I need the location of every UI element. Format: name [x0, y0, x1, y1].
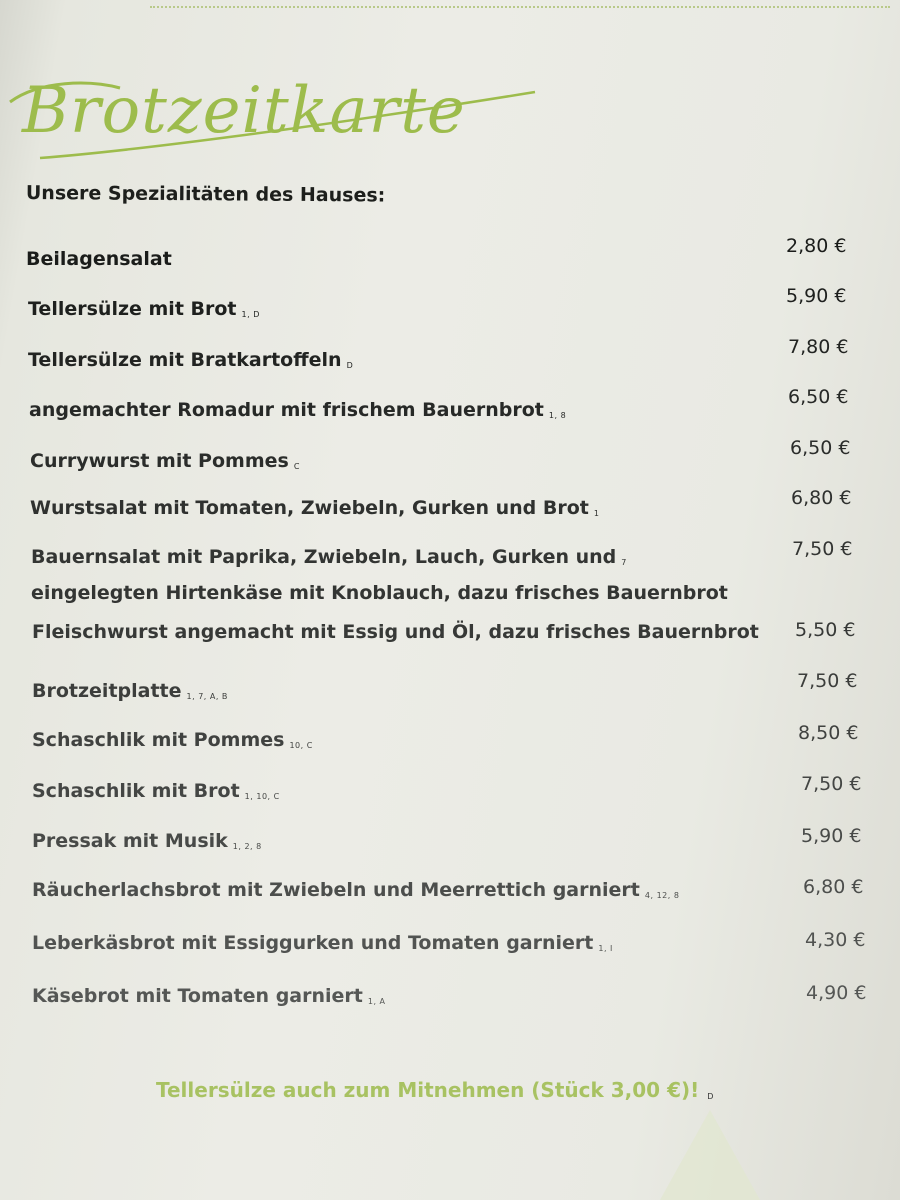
allergen-codes: 1	[593, 509, 600, 518]
menu-item-price: 8,50 €	[798, 722, 859, 744]
menu-item-label: Bauernsalat mit Paprika, Zwiebeln, Lauch, Gurken und	[31, 546, 617, 568]
allergen-codes: 1, 10, C	[244, 792, 280, 801]
menu-item-price: 6,80 €	[803, 876, 864, 898]
menu-item-price: 6,80 €	[791, 487, 852, 509]
allergen-codes: 1, 2, 8	[232, 842, 262, 851]
allergen-codes: 1, 8	[548, 411, 567, 420]
menu-item-name	[32, 618, 764, 652]
menu-item-price: 5,90 €	[801, 825, 862, 847]
allergen-codes: 1, A	[367, 997, 386, 1006]
menu-item-name	[32, 827, 262, 861]
menu-item-label: Leberkäsbrot mit Essiggurken und Tomaten garniert	[32, 932, 594, 954]
allergen-codes: 1, 7, A, B	[186, 692, 228, 701]
menu-item-name	[26, 245, 177, 279]
decorative-leaf-shape	[660, 1110, 760, 1200]
menu-item-price: 6,50 €	[790, 437, 851, 459]
menu-item-label: Tellersülze mit Brot	[28, 298, 237, 320]
menu-item-name	[32, 726, 313, 760]
allergen-codes: 1, D	[241, 310, 260, 319]
menu-item-label: Schaschlik mit Pommes	[32, 729, 285, 751]
menu-item-name	[32, 982, 386, 1016]
menu-item-label: Brotzeitplatte	[32, 680, 182, 702]
menu-item-label: Käsebrot mit Tomaten garniert	[32, 985, 363, 1007]
menu-item-label: Beilagensalat	[26, 248, 172, 270]
menu-item-label: Tellersülze mit Bratkartoffeln	[28, 349, 342, 371]
menu-title: Brotzeitkarte	[22, 74, 466, 148]
allergen-codes: D	[346, 361, 354, 370]
subtitle: Unsere Spezialitäten des Hauses:	[25, 182, 386, 207]
menu-item-name	[32, 929, 613, 963]
menu-item-name	[32, 876, 679, 910]
menu-item-name	[28, 346, 353, 380]
menu-item-label: Pressak mit Musik	[32, 830, 228, 852]
menu-item-price: 5,90 €	[786, 285, 847, 307]
menu-item-name	[28, 295, 260, 329]
menu-item-name	[30, 494, 599, 528]
menu-item-name	[32, 677, 228, 711]
menu-item-label: Currywurst mit Pommes	[30, 450, 289, 472]
allergen-codes: 4, 12, 8	[644, 891, 680, 900]
menu-item-price: 4,30 €	[805, 929, 866, 951]
menu-item-price: 7,50 €	[797, 670, 858, 692]
takeaway-note-allergens: D	[707, 1092, 714, 1101]
menu-item-name	[31, 542, 728, 609]
menu-item-price: 4,90 €	[806, 982, 867, 1004]
dotted-border	[150, 6, 890, 8]
takeaway-note-text: Tellersülze auch zum Mitnehmen (Stück 3,00 €)!	[156, 1078, 700, 1102]
allergen-codes: 1, I	[598, 944, 613, 953]
menu-item-label-line2: eingelegten Hirtenkäse mit Knoblauch, dazu frisches Bauernbrot	[31, 582, 728, 604]
menu-item-label: Wurstsalat mit Tomaten, Zwiebeln, Gurken und Brot	[30, 497, 589, 519]
menu-title-script	[0, 40, 560, 180]
menu-item-price: 7,50 €	[792, 538, 853, 560]
menu-item-name	[29, 396, 566, 430]
menu-item-label: Fleischwurst angemacht mit Essig und Öl, dazu frisches Bauernbrot	[32, 621, 759, 643]
menu-item-price: 5,50 €	[795, 619, 856, 641]
menu-item-label: Schaschlik mit Brot	[32, 780, 240, 802]
menu-item-price: 7,50 €	[801, 773, 862, 795]
menu-item-label: Räucherlachsbrot mit Zwiebeln und Meerrettich garniert	[32, 879, 640, 901]
menu-item-name	[30, 447, 300, 481]
allergen-codes: C	[293, 462, 300, 471]
menu-item-name	[32, 777, 280, 811]
menu-item-price: 7,80 €	[788, 336, 849, 358]
allergen-codes: 7	[621, 558, 627, 567]
menu-item-price: 2,80 €	[786, 235, 847, 257]
menu-item-label: angemachter Romadur mit frischem Bauernbrot	[29, 399, 544, 421]
allergen-codes: 10, C	[289, 741, 313, 750]
menu-item-price: 6,50 €	[788, 386, 849, 408]
takeaway-note	[156, 1078, 713, 1102]
